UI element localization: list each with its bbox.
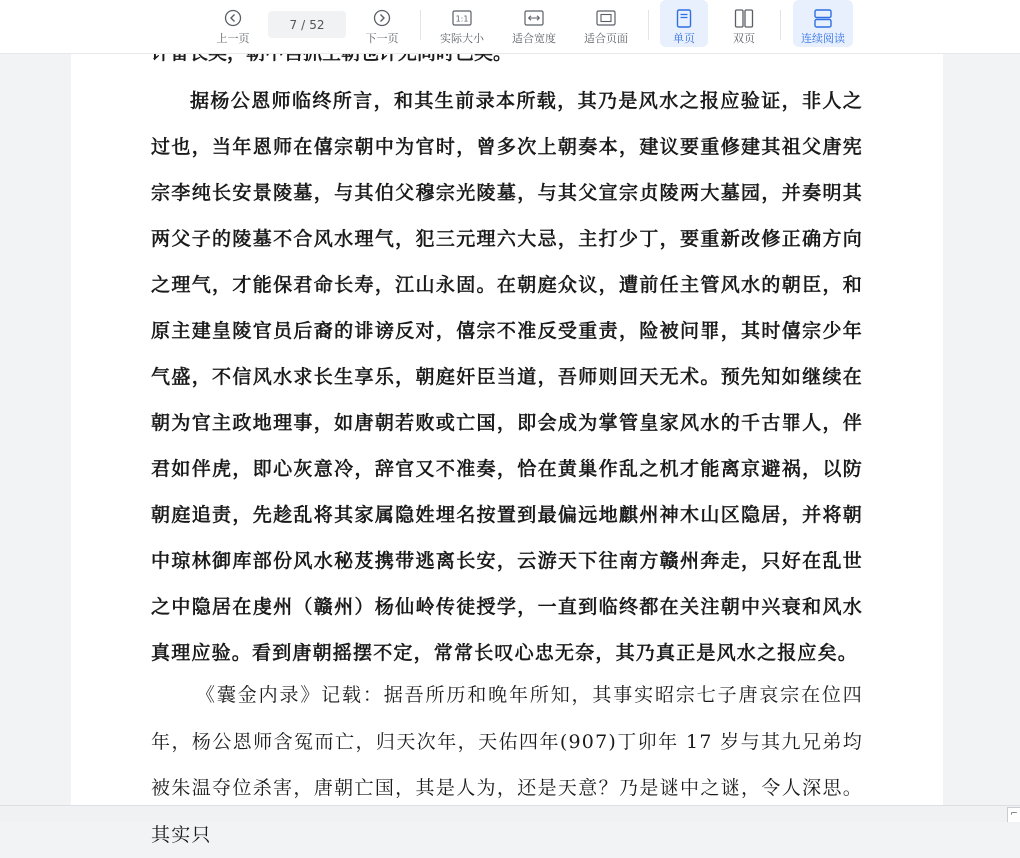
chevron-left-icon [224,8,242,28]
toolbar-divider [420,10,421,40]
chevron-right-icon [373,8,391,28]
reader-toolbar [0,0,1020,54]
single-page-label: 单页 [673,32,695,45]
resize-corner-icon[interactable]: ⌐ [1007,807,1020,822]
document-page [71,0,943,846]
double-page-icon [734,8,754,28]
continuous-reading-button[interactable] [793,0,853,47]
fit-page-label: 适合页面 [584,32,628,45]
fit-page-icon [596,8,616,28]
continuous-reading-icon [813,8,833,28]
single-page-button[interactable] [660,0,708,47]
prev-page-label: 上一页 [216,32,250,45]
page-number-input[interactable] [268,11,346,38]
horizontal-scrollbar[interactable] [0,805,1020,822]
fit-page-button[interactable] [578,0,634,53]
fit-width-button[interactable] [506,0,562,53]
double-page-button[interactable] [720,0,768,53]
page-separator: / [301,17,306,32]
fit-width-label: 适合宽度 [512,32,556,45]
double-page-label: 双页 [733,32,755,45]
next-page-button[interactable] [359,0,405,53]
svg-text:1:1: 1:1 [455,14,469,24]
toolbar-divider [648,10,649,40]
single-page-icon [676,8,692,28]
prev-page-button[interactable] [210,0,256,53]
actual-size-label: 实际大小 [440,32,484,45]
fit-width-icon [524,8,544,28]
next-page-label: 下一页 [365,32,399,45]
continuous-reading-label: 连续阅读 [801,32,845,45]
actual-size-icon [452,8,472,28]
total-pages: 52 [309,17,325,32]
current-page: 7 [289,17,298,32]
actual-size-button[interactable] [434,0,490,53]
paragraph-1: 据杨公恩师临终所言，和其生前录本所载，其乃是风水之报应验证，非人之过也，当年恩师在僖宗朝中为官时，曾多次上朝奏本，建议要重修建其祖父唐宪宗李纯长安景陵墓，与其伯父穆宗光陵墓，与其父宣宗贞陵两大墓园，并奏明其两父子的陵墓不合风水理气，犯三元理六大忌，主打少丁，要重新改修正确方向之理气，才能保君命长寿，江山永固。在朝庭众议，遭前任主管风水的朝臣，和原主建皇陵官员后裔的诽谤反对，僖宗不准反受重责，险被问罪，其时僖宗少年气盛，不信风水求长生享乐，朝庭奸臣当道，吾师则回天无术。预先知如继续在朝为官主政地理事，如唐朝若败或亡国，即会成为掌管皇家风水的千古罪人，伴君如伴虎，即心灰意冷，辞官又不准奏，恰在黄巢作乱之机才能离京避祸，以防朝庭追责，先趁乱将其家属隐姓埋名按置到最偏远地麒州神木山区隐居，并将朝中琼林御库部份风水秘芨携带逃离长安，云游天下往南方赣州奔走，只好在乱世之中隐居在虔州（赣州）杨仙岭传徒授学，一直到临终都在关注朝中兴衰和风水真理应验。看到唐朝摇摆不定，常常长叹心忠无奈，其乃真正是风水之报应矣。 [151,90,863,664]
toolbar-divider [780,10,781,40]
paragraph-2: 《囊金内录》记载：据吾所历和晚年所知，其事实昭宗七子唐哀宗在位四年，杨公恩师含冤而亡，归天次年，天佑四年(907)丁卯年 17 岁与其九兄弟均被朱温夺位杀害，唐朝亡国，其是人为，还是天意？乃是谜中之谜，令人深思。其实只 [151,684,863,846]
